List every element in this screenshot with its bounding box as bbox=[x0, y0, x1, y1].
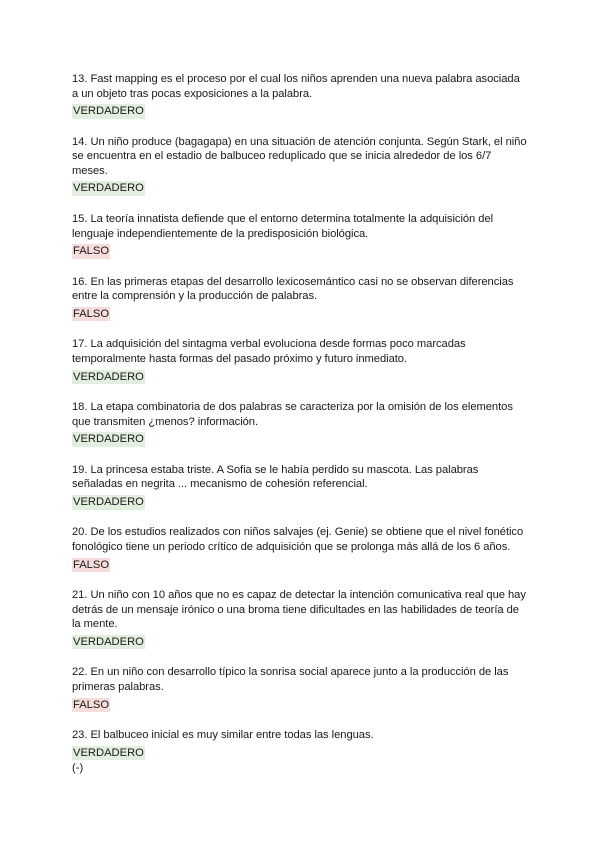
answer-verdadero: VERDADERO bbox=[73, 495, 144, 508]
question-text-line: temporalmente hasta formas del pasado próximo y futuro inmediato. bbox=[72, 352, 408, 365]
question-text-line: 23. El balbuceo inicial es muy similar entre todas las lenguas. bbox=[72, 729, 374, 742]
question-text-line: 15. La teoría innatista defiende que el entorno determina totalmente la adquisición del bbox=[72, 212, 494, 225]
answer-falso: FALSO bbox=[73, 307, 110, 320]
question-item bbox=[72, 463, 532, 510]
question-text-line: señaladas en negrita ... mecanismo de cohesión referencial. bbox=[72, 478, 368, 491]
answer-falso: FALSO bbox=[73, 698, 110, 711]
question-item bbox=[72, 275, 532, 322]
question-text-line: meses. bbox=[72, 164, 108, 177]
question-text-line: 22. En un niño con desarrollo típico la sonrisa social aparece junto a la producción de las bbox=[72, 666, 509, 679]
question-text-line: 18. La etapa combinatoria de dos palabras se caracteriza por la omisión de los elementos bbox=[72, 401, 513, 414]
question-list bbox=[72, 72, 532, 791]
question-item bbox=[72, 525, 532, 572]
answer-falso: FALSO bbox=[73, 558, 110, 571]
question-text-line: 21. Un niño con 10 años que no es capaz de detectar la intención comunicativa real que hay bbox=[72, 589, 526, 602]
question-text-line: 14. Un niño produce (bagagapa) en una situación de atención conjunta. Según Stark, el niño bbox=[72, 135, 527, 148]
question-text-line: 13. Fast mapping es el proceso por el cual los niños aprenden una nueva palabra asociada bbox=[72, 73, 520, 85]
answer-verdadero: VERDADERO bbox=[73, 370, 144, 383]
answer-verdadero: VERDADERO bbox=[73, 635, 144, 648]
answer-verdadero: VERDADERO bbox=[73, 182, 144, 195]
answer-note: (-) bbox=[72, 761, 84, 774]
question-text-line: 16. En las primeras etapas del desarrollo lexicosemántico casi no se observan diferencias bbox=[72, 275, 514, 288]
question-text-line: primeras palabras. bbox=[72, 680, 164, 693]
question-item bbox=[72, 588, 532, 650]
question-item bbox=[72, 665, 532, 712]
question-text-line: lenguaje independientemente de la predisposición biológica. bbox=[72, 227, 369, 240]
question-item bbox=[72, 400, 532, 447]
question-item bbox=[72, 337, 532, 384]
answer-falso: FALSO bbox=[73, 245, 110, 258]
answer-verdadero: VERDADERO bbox=[73, 746, 144, 759]
question-text-line: a un objeto tras pocas exposiciones a la palabra. bbox=[72, 87, 313, 100]
question-item bbox=[72, 212, 532, 259]
question-item bbox=[72, 72, 532, 119]
question-text-line: detrás de un mensaje irónico o una broma tiene dificultades en las habilidades de teoría de bbox=[72, 603, 519, 616]
answer-verdadero: VERDADERO bbox=[73, 433, 144, 446]
question-text-line: se encuentra en el estadio de balbuceo reduplicado que se inicia alrededor de los 6/7 bbox=[72, 150, 492, 163]
question-text-line: que transmiten ¿menos? información. bbox=[72, 415, 259, 428]
question-text-line: 19. La princesa estaba triste. A Sofia se le había perdido su mascota. Las palabras bbox=[72, 463, 479, 476]
answer-verdadero: VERDADERO bbox=[73, 105, 144, 118]
question-text-line: la mente. bbox=[72, 618, 118, 631]
question-item bbox=[72, 135, 532, 197]
question-text-line: 17. La adquisición del sintagma verbal evoluciona desde formas poco marcadas bbox=[72, 338, 466, 351]
question-text-line: entre la comprensión y la producción de palabras. bbox=[72, 290, 318, 303]
question-item bbox=[72, 728, 532, 775]
question-text-line: 20. De los estudios realizados con niños salvajes (ej. Genie) se obtiene que el nivel fonético bbox=[72, 526, 524, 539]
question-text-line: fonológico tiene un periodo crítico de adquisición que se prolonga más allá de los 6 años. bbox=[72, 541, 511, 553]
